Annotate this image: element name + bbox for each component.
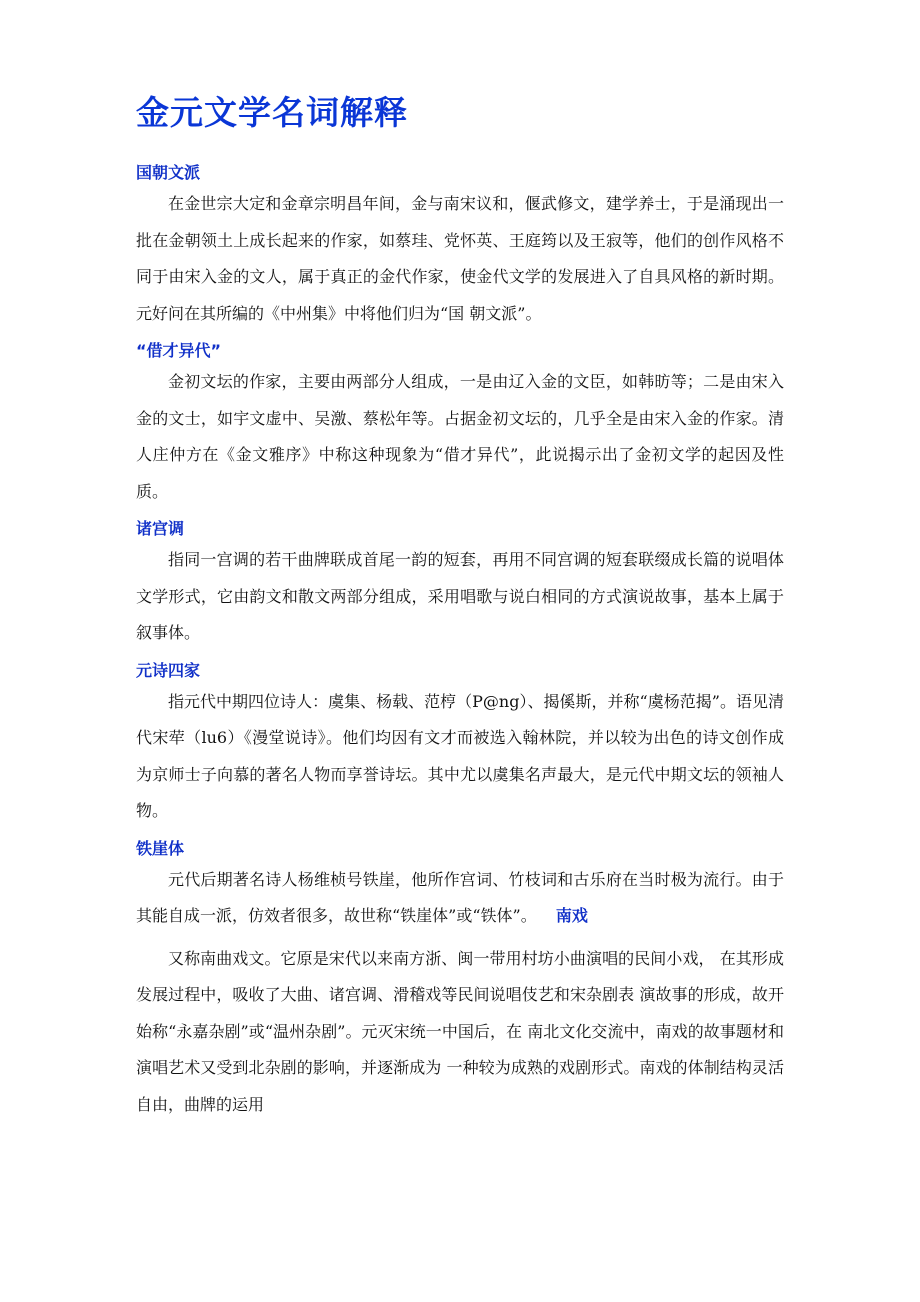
- term-definition: 又称南曲戏文。它原是宋代以来南方浙、闽一带用村坊小曲演唱的民间小戏， 在其形成发展过程中，吸收了大曲、诸宫调、滑稽戏等民间说唱伎艺和宋杂剧表 演故事的形成，故开始称“永嘉杂剧”或“温州杂剧”。元灭宋统一中国后，在 南北文化交流中，南戏的故事题材和演唱艺术又受到北杂剧的影响，并逐渐成为 一种较为成熟的戏剧形式。南戏的体制结构灵活自由，曲牌的运用: [136, 948, 784, 1114]
- term-definition: 金初文坛的作家，主要由两部分人组成，一是由辽入金的文臣，如韩昉等；二是由宋入金的文士，如宇文虚中、吴激、蔡松年等。占据金初文坛的，几乎全是由宋入金的作家。清人庄仲方在《金文雅序》中称这种现象为“借才异代”，此说揭示出了金初文学的起因及性质。: [136, 372, 784, 501]
- term-heading: “借才异代”: [136, 341, 222, 360]
- section-yuanshi-sijia: [136, 658, 784, 830]
- document-title: 金元文学名词解释: [136, 93, 408, 132]
- term-definition-text: 元代后期著名诗人杨维桢号铁崖，他所作宫词、竹枝词和古乐府在当时极为流行。由于其能自成一派，仿效者很多，故世称“铁崖体”或“铁体”。: [136, 869, 784, 925]
- section-zhugongdiao: [136, 516, 784, 652]
- term-definition: [136, 862, 784, 935]
- term-heading: 铁崖体: [136, 838, 185, 858]
- term-heading: 诸宫调: [136, 519, 185, 538]
- term-heading: 元诗四家: [136, 660, 201, 680]
- document-page: [136, 86, 784, 1129]
- term-definition: 指元代中期四位诗人：虞集、杨载、范梈（P@ng）、揭傒斯，并称“虞杨范揭”。语见清代宋荦（lu6）《漫堂说诗》。他们均因有文才而被选入翰林院，并以较为出色的诗文创作成为京师士子向慕的著名人物而享誉诗坛。其中尤以虞集名声最大，是元代中期文坛的领袖人物。: [136, 691, 784, 820]
- section-jiecai-yidai: [136, 338, 784, 510]
- section-nanxi: [136, 941, 784, 1124]
- term-heading-inline: 南戏: [555, 906, 588, 925]
- term-definition: 指同一宫调的若干曲牌联成首尾一韵的短套，再用不同宫调的短套联缀成长篇的说唱体文学形式，它由韵文和散文两部分组成，采用唱歌与说白相同的方式演说故事，基本上属于叙事体。: [136, 550, 784, 642]
- term-definition: 在金世宗大定和金章宗明昌年间，金与南宋议和，偃武修文，建学养士，于是涌现出一批在金朝领土上成长起来的作家，如蔡珪、党怀英、王庭筠以及王寂等，他们的创作风格不同于由宋入金的文人，属于真正的金代作家，使金代文学的发展进入了自具风格的新时期。元好问在其所编的《中州集》中将他们归为“国 朝文派”。: [136, 194, 784, 323]
- section-guochao-wenpai: [136, 160, 784, 332]
- section-tieyati: [136, 836, 784, 935]
- term-heading: 国朝文派: [136, 163, 201, 182]
